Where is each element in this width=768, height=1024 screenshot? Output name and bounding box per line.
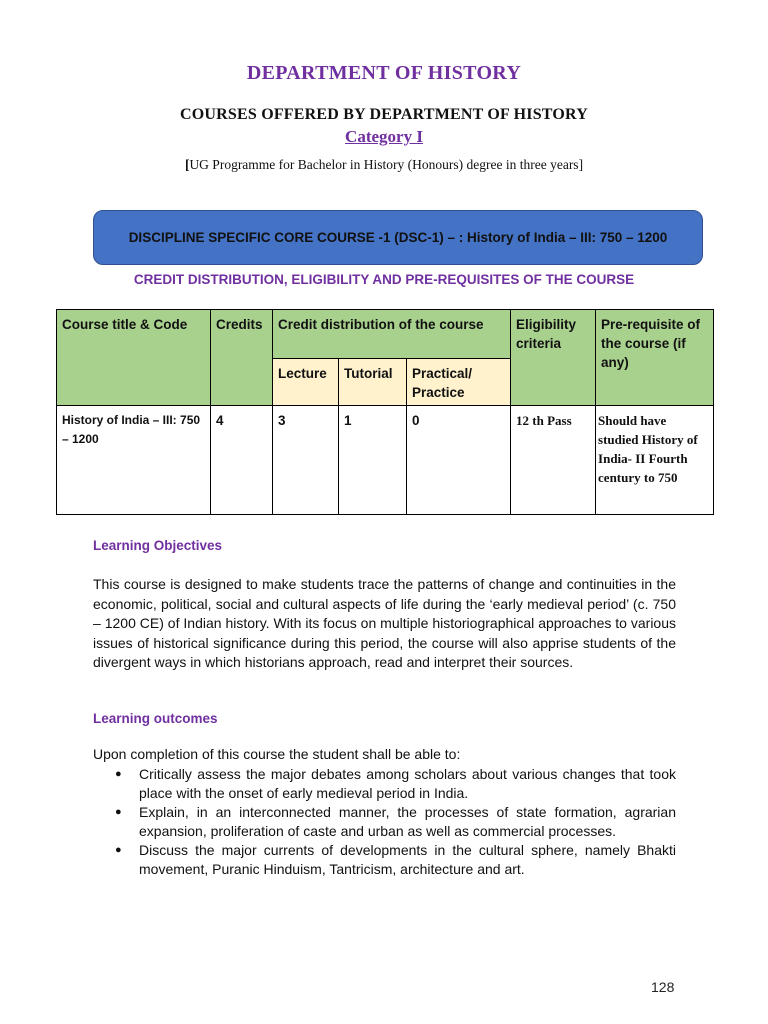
list-item-text: Discuss the major currents of developments in the cultural sphere, namely Bhakti movement, Puranic Hinduism, Tantricism, architecture and art. <box>139 842 676 877</box>
course-title-text: DISCIPLINE SPECIFIC CORE COURSE -1 (DSC-1) – : History of India – III: 750 – 1200 <box>128 230 668 245</box>
cell-prerequisite: Should have studied History of India- II Fourth century to 750 <box>596 406 714 515</box>
learning-outcomes-list <box>93 765 676 879</box>
header-credit-distribution: Credit distribution of the course <box>273 310 511 359</box>
cell-eligibility: 12 th Pass <box>511 406 596 515</box>
programme-text: UG Programme for Bachelor in History (Honours) degree in three years] <box>189 157 584 172</box>
list-item <box>93 765 676 803</box>
header-eligibility: Eligibility criteria <box>511 310 596 406</box>
bullet-icon: ● <box>115 768 122 780</box>
list-item <box>93 803 676 841</box>
credit-distribution-table <box>56 309 714 515</box>
programme-description <box>0 157 768 173</box>
header-practical: Practical/ Practice <box>407 359 511 406</box>
table-row <box>57 406 714 515</box>
credit-distribution-heading: CREDIT DISTRIBUTION, ELIGIBILITY AND PRE-REQUISITES OF THE COURSE <box>133 272 635 287</box>
header-lecture: Lecture <box>273 359 339 406</box>
learning-objectives-heading: Learning Objectives <box>93 538 223 553</box>
cell-course-title: History of India – III: 750 – 1200 <box>57 406 211 515</box>
page-number: 128 <box>651 979 675 995</box>
header-tutorial: Tutorial <box>339 359 407 406</box>
header-prerequisite: Pre-requisite of the course (if any) <box>596 310 714 406</box>
header-course-title: Course title & Code <box>57 310 211 406</box>
learning-outcomes-heading: Learning outcomes <box>93 711 218 726</box>
courses-offered-title: COURSES OFFERED BY DEPARTMENT OF HISTORY <box>180 106 588 123</box>
learning-outcomes-intro: Upon completion of this course the student shall be able to: <box>93 746 461 762</box>
bullet-icon: ● <box>115 844 122 856</box>
list-item-text: Critically assess the major debates among scholars about various changes that took place with the onset of early medieval period in India. <box>139 766 676 801</box>
cell-credits: 4 <box>211 406 273 515</box>
list-item-text: Explain, in an interconnected manner, the processes of state formation, agrarian expansion, proliferation of caste and urban as well as commercial processes. <box>139 804 676 839</box>
course-title-box <box>93 210 703 265</box>
department-title: DEPARTMENT OF HISTORY <box>246 62 522 84</box>
bullet-icon: ● <box>115 806 122 818</box>
cell-practical: 0 <box>407 406 511 515</box>
cell-lecture: 3 <box>273 406 339 515</box>
list-item <box>93 841 676 879</box>
header-credits: Credits <box>211 310 273 406</box>
table-header-row <box>57 310 714 359</box>
learning-objectives-text: This course is designed to make students trace the patterns of change and continuities in the economic, political, social and cultural aspects of life during the ‘early medieval period’ (c. 750 – 1200 CE) of Indian history. With its focus on multiple historiographical approaches to various issues of historical significance during this period, the course will also apprise students of the divergent ways in which historians approach, read and interpret their sources. <box>93 576 676 670</box>
programme-bracket: [ <box>184 157 190 172</box>
category-label: Category I <box>345 127 423 146</box>
cell-tutorial: 1 <box>339 406 407 515</box>
